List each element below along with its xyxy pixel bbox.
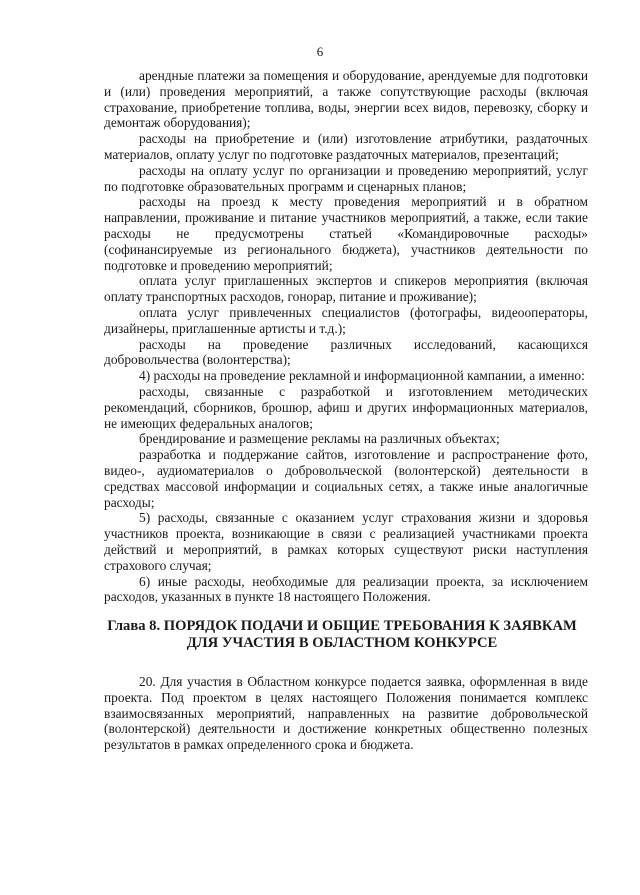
page-number: 6 — [316, 44, 324, 59]
document-body — [104, 68, 588, 753]
paragraph-branding: брендирование и размещение рекламы на различных объектах; — [139, 431, 500, 447]
paragraph-experts-expenses: оплата услуг приглашенных экспертов и спикеров мероприятия (включая оплату транспортных расходов, гонорар, питание и проживание); — [104, 273, 588, 305]
paragraph-event-organization-expenses: расходы на оплату услуг по организации и проведению мероприятий, услуг по подготовке образовательных программ и сценарных планов; — [104, 162, 588, 194]
paragraph-20-application: 20. Для участия в Областном конкурсе подается заявка, оформленная в виде проекта. Под проектом в целях настоящего Положения понимается комплекс взаимосвязанных мероприятий, направленных на развитие добровольческой (волонтерской) деятельности и достижение конкретных общественно полезных результатов в рамках определенного срока и бюджета. — [104, 674, 588, 753]
paragraph-item-6-other: 6) иные расходы, необходимые для реализации проекта, за исключением расходов, указанных в пункте 18 настоящего Положения. — [104, 573, 588, 605]
paragraph-item-5-insurance: 5) расходы, связанные с оказанием услуг страхования жизни и здоровья участников проекта, возникающие в связи с реализацией участниками проекта действий и мероприятий, в рамках которых существуют риски наступления страхового случая; — [104, 510, 588, 573]
chapter-heading: Глава 8. ПОРЯДОК ПОДАЧИ И ОБЩИЕ ТРЕБОВАНИЯ К ЗАЯВКАМ ДЛЯ УЧАСТИЯ В ОБЛАСТНОМ КОНКУРСЕ — [107, 618, 577, 652]
paragraph-research-expenses: расходы на проведение различных исследований, касающихся добровольчества (волонтерства); — [104, 336, 588, 368]
paragraph-rent-expenses: арендные платежи за помещения и оборудование, арендуемые для подготовки и (или) проведения мероприятий, а также сопутствующие расходы (включая страхование, приобретение топлива, воды, энергии всех видов, перевозку, сборку и демонтаж оборудования); — [104, 68, 588, 131]
paragraph-methodical-materials: расходы, связанные с разработкой и изготовлением методических рекомендаций, сборников, брошюр, афиш и других информационных материалов, не имеющих федеральных аналогов; — [104, 383, 588, 431]
paragraph-travel-expenses: расходы на проезд к месту проведения мероприятий и в обратном направлении, проживание и питание участников мероприятий, а также, если такие расходы не предусмотрены статьей «Командировочные расходы» (софинансируемые из регионального бюджета), участников деятельности по подготовке и проведению мероприятий; — [104, 194, 588, 273]
paragraph-websites-media: разработка и поддержание сайтов, изготовление и распространение фото, видео-, аудиоматериалов о добровольческой (волонтерской) деятельности в средствах массовой информации и социальных сетях, а также иные аналогичные расходы; — [104, 447, 588, 510]
paragraph-attributes-expenses: расходы на приобретение и (или) изготовление атрибутики, раздаточных материалов, оплату услуг по подготовке раздаточных материалов, презентаций; — [104, 131, 588, 162]
paragraph-item-4-advertising: 4) расходы на проведение рекламной и информационной кампании, а именно: — [139, 368, 585, 384]
paragraph-specialists-expenses: оплата услуг привлеченных специалистов (фотографы, видеооператоры, дизайнеры, приглашенные артисты и т.д.); — [104, 304, 588, 336]
